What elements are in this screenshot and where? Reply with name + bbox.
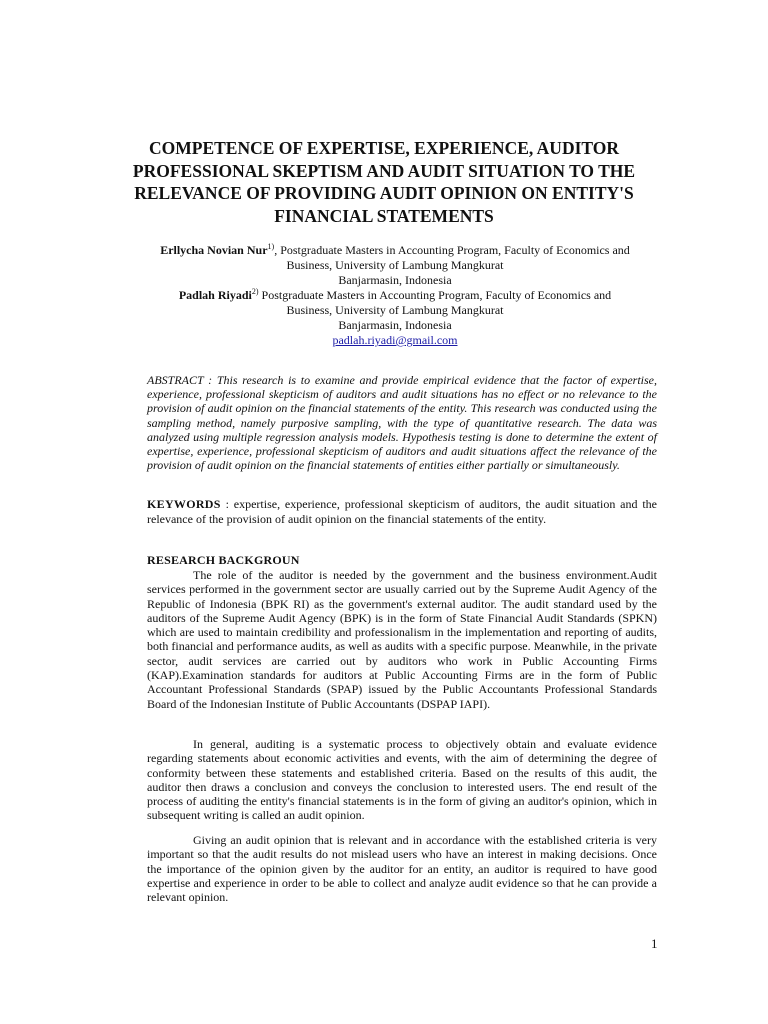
keywords-label: KEYWORDS bbox=[147, 497, 221, 511]
paragraph-1: The role of the auditor is needed by the government and the business environment.Audit services performed in the government sector are usually carried out by the Supreme Audit Agency of the Republic of Indonesia (BPK RI) as the government's external auditor. The audit standard used by the auditors of the Supreme Audit Agency (BPK) is in the form of State Financial Audit Standards (SPKN) which are used to maintain credibility and professionalism in the implementation and reporting of audits, both financial and performance audits, as well as audits with a specific purpose. Meanwhile, in the private sector, audit services are carried out by auditors who work in Public Accounting Firms (KAP).Examination standards for auditors at Public Accounting Firms are in the form of Public Accountant Professional Standards (SPAP) issued by the Public Accountants Professional Standards Board of the Indonesian Institute of Public Accountants (DSPAP IAPI). bbox=[147, 568, 657, 711]
keywords-text: expertise, experience, professional skepticism of auditors, the audit situation and the relevance of the provision of audit opinion on the financial statements of the entity. bbox=[147, 497, 657, 526]
author1-affiliation: , Postgraduate Masters in Accounting Program, Faculty of Economics and bbox=[274, 243, 630, 257]
author1-location: Banjarmasin, Indonesia bbox=[338, 273, 452, 287]
abstract: ABSTRACT : This research is to examine and provide empirical evidence that the factor of expertise, experience, professional skepticism of auditors and audit situations has no effect or no relevance to the provision of audit opinion on the financial statements of the entity. This research was conducted using the sampling method, namely purposive sampling, with the type of quantitative research. The data was analyzed using multiple regression analysis models. Hypothesis testing is done to determine the extent of expertise, experience, professional skepticism of auditors and audit situations affect the relevance of the provision of audit opinion on the financial statements of entities either partially or simultaneously. bbox=[147, 373, 657, 473]
keywords-separator: : bbox=[220, 497, 234, 511]
author2-location: Banjarmasin, Indonesia bbox=[338, 318, 452, 332]
author1-line bbox=[130, 243, 660, 258]
paper-title: COMPETENCE OF EXPERTISE, EXPERIENCE, AUDITOR PROFESSIONAL SKEPTISM AND AUDIT SITUATION TO THE RELEVANCE OF PROVIDING AUDIT OPINION ON ENTITY'S FINANCIAL STATEMENTS bbox=[132, 138, 636, 226]
author2-line bbox=[130, 288, 660, 303]
author1-superscript: 1) bbox=[267, 242, 275, 251]
author2-name: Padlah Riyadi bbox=[178, 288, 252, 302]
keywords bbox=[147, 497, 657, 527]
paragraph-3: Giving an audit opinion that is relevant and in accordance with the established criteria is very important so that the audit results do not mislead users who have an interest in making decisions. Once the importance of the opinion given by the auditor for an entity, an auditor is required to have good expertise and experience in order to be able to collect and analyze audit evidence so that he can provide a relevant opinion. bbox=[147, 833, 657, 905]
author1-affiliation-2: Business, University of Lambung Mangkurat bbox=[286, 258, 504, 272]
author-block bbox=[130, 243, 660, 348]
page-number: 1 bbox=[651, 936, 658, 951]
author2-superscript: 2) bbox=[251, 287, 259, 296]
section-heading: RESEARCH BACKGROUN bbox=[147, 553, 300, 567]
author2-email-link[interactable]: padlah.riyadi@gmail.com bbox=[332, 333, 458, 347]
author2-affiliation: Postgraduate Masters in Accounting Program, Faculty of Economics and bbox=[258, 288, 612, 302]
author1-name: Erllycha Novian Nur bbox=[160, 243, 268, 257]
paragraph-2: In general, auditing is a systematic process to objectively obtain and evaluate evidence regarding statements about economic activities and events, with the aim of determining the degree of conformity between these statements and established criteria. Based on the results of this audit, the auditor then draws a conclusion and conveys the conclusion to interested users. The end result of the process of auditing the entity's financial statements is in the form of giving an auditor's opinion, which in subsequent writing is called an audit opinion. bbox=[147, 737, 657, 823]
author2-affiliation-2: Business, University of Lambung Mangkurat bbox=[286, 303, 504, 317]
